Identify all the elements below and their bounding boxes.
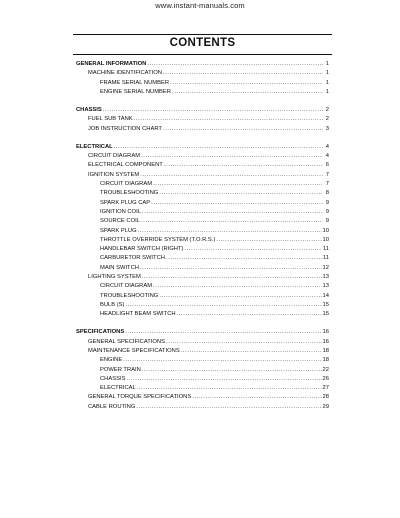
toc-entry[interactable] (76, 356, 329, 365)
toc-section (76, 328, 329, 412)
toc-page-number: 8 (325, 190, 329, 197)
toc-section-heading[interactable] (76, 60, 329, 69)
toc-entry-label: CABLE ROUTING (88, 403, 136, 410)
dot-leader (126, 375, 321, 384)
toc-entry-label: CARBURETOR SWITCH (100, 255, 165, 262)
toc-page-number: 4 (325, 143, 329, 150)
toc-entry-label: THROTTLE OVERRIDE SYSTEM (T.O.R.S.) (100, 236, 216, 243)
toc-entry-label: SOURCE COIL (100, 218, 140, 225)
table-of-contents (76, 60, 329, 421)
toc-page-number: 2 (325, 107, 329, 114)
toc-page-number: 1 (325, 70, 329, 77)
dot-leader (166, 254, 322, 263)
toc-page-number: 16 (322, 329, 329, 336)
dot-leader (114, 143, 323, 152)
dot-leader (141, 217, 323, 226)
site-url: www.instant-manuals.com (155, 1, 245, 10)
toc-page-number: 11 (322, 255, 329, 262)
toc-entry-label: SPARK PLUG (100, 227, 137, 234)
toc-page-number: 26 (322, 375, 329, 382)
dot-leader (140, 171, 323, 180)
toc-page-number: 9 (325, 208, 329, 215)
toc-entry[interactable] (76, 282, 329, 291)
toc-entry-label: LIGHTING SYSTEM (88, 274, 141, 281)
toc-page-number: 18 (322, 347, 329, 354)
toc-page-number: 28 (322, 394, 329, 401)
dot-leader (147, 60, 323, 69)
toc-entry-label: HANDLEBAR SWITCH (RIGHT) (100, 246, 184, 253)
toc-entry-label: BULB (S) (100, 301, 125, 308)
toc-entry-label: MAIN SWITCH (100, 264, 139, 271)
toc-page-number: 12 (322, 264, 329, 271)
dot-leader (138, 227, 322, 236)
toc-entry-label: POWER TRAIN (100, 366, 141, 373)
toc-entry[interactable] (76, 69, 329, 78)
toc-page-number: 2 (325, 116, 329, 123)
dot-leader (142, 208, 323, 217)
toc-entry-label: GENERAL TORQUE SPECIFICATIONS (88, 394, 192, 401)
title-divider (73, 54, 332, 55)
dot-leader (181, 347, 322, 356)
toc-section (76, 60, 329, 97)
toc-section-heading[interactable] (76, 328, 329, 337)
toc-page-number: 13 (322, 274, 329, 281)
toc-page-number: 14 (322, 292, 329, 299)
toc-entry[interactable] (76, 347, 329, 356)
toc-entry[interactable] (76, 208, 329, 217)
dot-leader (123, 356, 321, 365)
toc-page-number: 9 (325, 199, 329, 206)
toc-entry-label: SPARK PLUG CAP (100, 199, 151, 206)
toc-entry[interactable] (76, 384, 329, 393)
toc-page-number: 7 (325, 171, 329, 178)
toc-entry-label: IGNITION COIL (100, 208, 141, 215)
dot-leader (159, 189, 323, 198)
toc-entry-label: TROUBLESHOOTING (100, 190, 159, 197)
dot-leader (142, 366, 322, 375)
toc-entry[interactable] (76, 189, 329, 198)
toc-page-number: 27 (322, 385, 329, 392)
toc-entry[interactable] (76, 152, 329, 161)
toc-entry[interactable] (76, 171, 329, 180)
toc-entry-label: CIRCUIT DIAGRAM (100, 283, 153, 290)
dot-leader (151, 199, 323, 208)
toc-entry-label: SPECIFICATIONS (76, 329, 125, 336)
toc-entry-label: GENERAL INFORMATION (76, 61, 147, 67)
toc-entry[interactable] (76, 273, 329, 282)
toc-entry-label: CIRCUIT DIAGRAM (100, 181, 153, 188)
toc-entry[interactable] (76, 403, 329, 412)
toc-page-number: 10 (322, 236, 329, 243)
toc-page-number: 7 (325, 181, 329, 188)
toc-entry[interactable] (76, 88, 329, 97)
dot-leader (137, 384, 322, 393)
toc-entry-label: IGNITION SYSTEM (88, 171, 140, 178)
toc-entry-label: MAINTENANCE SPECIFICATIONS (88, 347, 180, 354)
toc-entry[interactable] (76, 301, 329, 310)
dot-leader (159, 292, 321, 301)
toc-entry-label: GENERAL SPECIFICATIONS (88, 338, 165, 345)
dot-leader (103, 106, 323, 115)
toc-entry[interactable] (76, 199, 329, 208)
dot-leader (140, 264, 322, 273)
toc-entry-label: CHASSIS (100, 375, 126, 382)
toc-page-number: 22 (322, 366, 329, 373)
dot-leader (163, 69, 323, 78)
toc-page-number: 6 (325, 162, 329, 169)
toc-entry[interactable] (76, 161, 329, 170)
toc-page-number: 9 (325, 218, 329, 225)
dot-leader (153, 180, 323, 189)
toc-entry[interactable] (76, 338, 329, 347)
dot-leader (177, 310, 322, 319)
toc-section (76, 106, 329, 134)
toc-page-number: 3 (325, 125, 329, 132)
toc-page-number: 16 (322, 338, 329, 345)
toc-page-number: 1 (325, 88, 329, 95)
dot-leader (141, 152, 323, 161)
page-title: CONTENTS (169, 37, 236, 49)
dot-leader (184, 245, 322, 254)
toc-page-number: 29 (322, 403, 329, 410)
toc-entry[interactable] (76, 217, 329, 226)
toc-entry-label: ELECTRICAL COMPONENT (88, 162, 163, 169)
toc-entry[interactable] (76, 125, 329, 134)
top-divider (73, 34, 332, 35)
toc-entry[interactable] (76, 375, 329, 384)
toc-entry[interactable] (76, 254, 329, 263)
toc-entry[interactable] (76, 245, 329, 254)
toc-page-number: 11 (322, 246, 329, 253)
dot-leader (134, 115, 323, 124)
dot-leader (216, 236, 321, 245)
toc-entry-label: FRAME SERIAL NUMBER (100, 79, 170, 86)
toc-entry[interactable] (76, 227, 329, 236)
toc-entry-label: ENGINE SERIAL NUMBER (100, 88, 171, 95)
toc-section-heading[interactable] (76, 143, 329, 152)
dot-leader (164, 161, 323, 170)
toc-page-number: 13 (322, 283, 329, 290)
toc-section (76, 143, 329, 320)
toc-entry-label: TROUBLESHOOTING (100, 292, 159, 299)
toc-entry[interactable] (76, 264, 329, 273)
toc-entry-label: ELECTRICAL (76, 143, 113, 150)
dot-leader (136, 403, 321, 412)
dot-leader (125, 328, 321, 337)
dot-leader (153, 282, 321, 291)
dot-leader (192, 393, 321, 402)
toc-page-number: 18 (322, 357, 329, 364)
toc-entry-label: JOB INSTRUCTION CHART (88, 125, 162, 132)
toc-page-number: 1 (325, 61, 329, 67)
dot-leader (142, 273, 322, 282)
toc-entry[interactable] (76, 393, 329, 402)
toc-entry[interactable] (76, 236, 329, 245)
dot-leader (170, 79, 323, 88)
toc-entry-label: FUEL SUB TANK (88, 116, 133, 123)
toc-entry-label: ELECTRICAL (100, 385, 136, 392)
toc-page-number: 4 (325, 153, 329, 160)
dot-leader (166, 338, 322, 347)
toc-entry-label: CHASSIS (76, 107, 102, 114)
dot-leader (172, 88, 323, 97)
toc-entry[interactable] (76, 292, 329, 301)
toc-entry-label: HEADLIGHT BEAM SWITCH (100, 311, 176, 318)
toc-entry[interactable] (76, 366, 329, 375)
toc-entry-label: CIRCUIT DIAGRAM (88, 153, 141, 160)
toc-page-number: 15 (322, 301, 329, 308)
toc-entry[interactable] (76, 79, 329, 88)
toc-entry[interactable] (76, 115, 329, 124)
toc-entry-label: MACHINE IDENTIFICATION (88, 70, 162, 77)
toc-page-number: 10 (322, 227, 329, 234)
toc-entry[interactable] (76, 180, 329, 189)
dot-leader (125, 301, 321, 310)
toc-entry[interactable] (76, 310, 329, 319)
toc-section-heading[interactable] (76, 106, 329, 115)
toc-page-number: 1 (325, 79, 329, 86)
dot-leader (163, 125, 323, 134)
toc-page-number: 15 (322, 311, 329, 318)
toc-entry-label: ENGINE (100, 357, 123, 364)
